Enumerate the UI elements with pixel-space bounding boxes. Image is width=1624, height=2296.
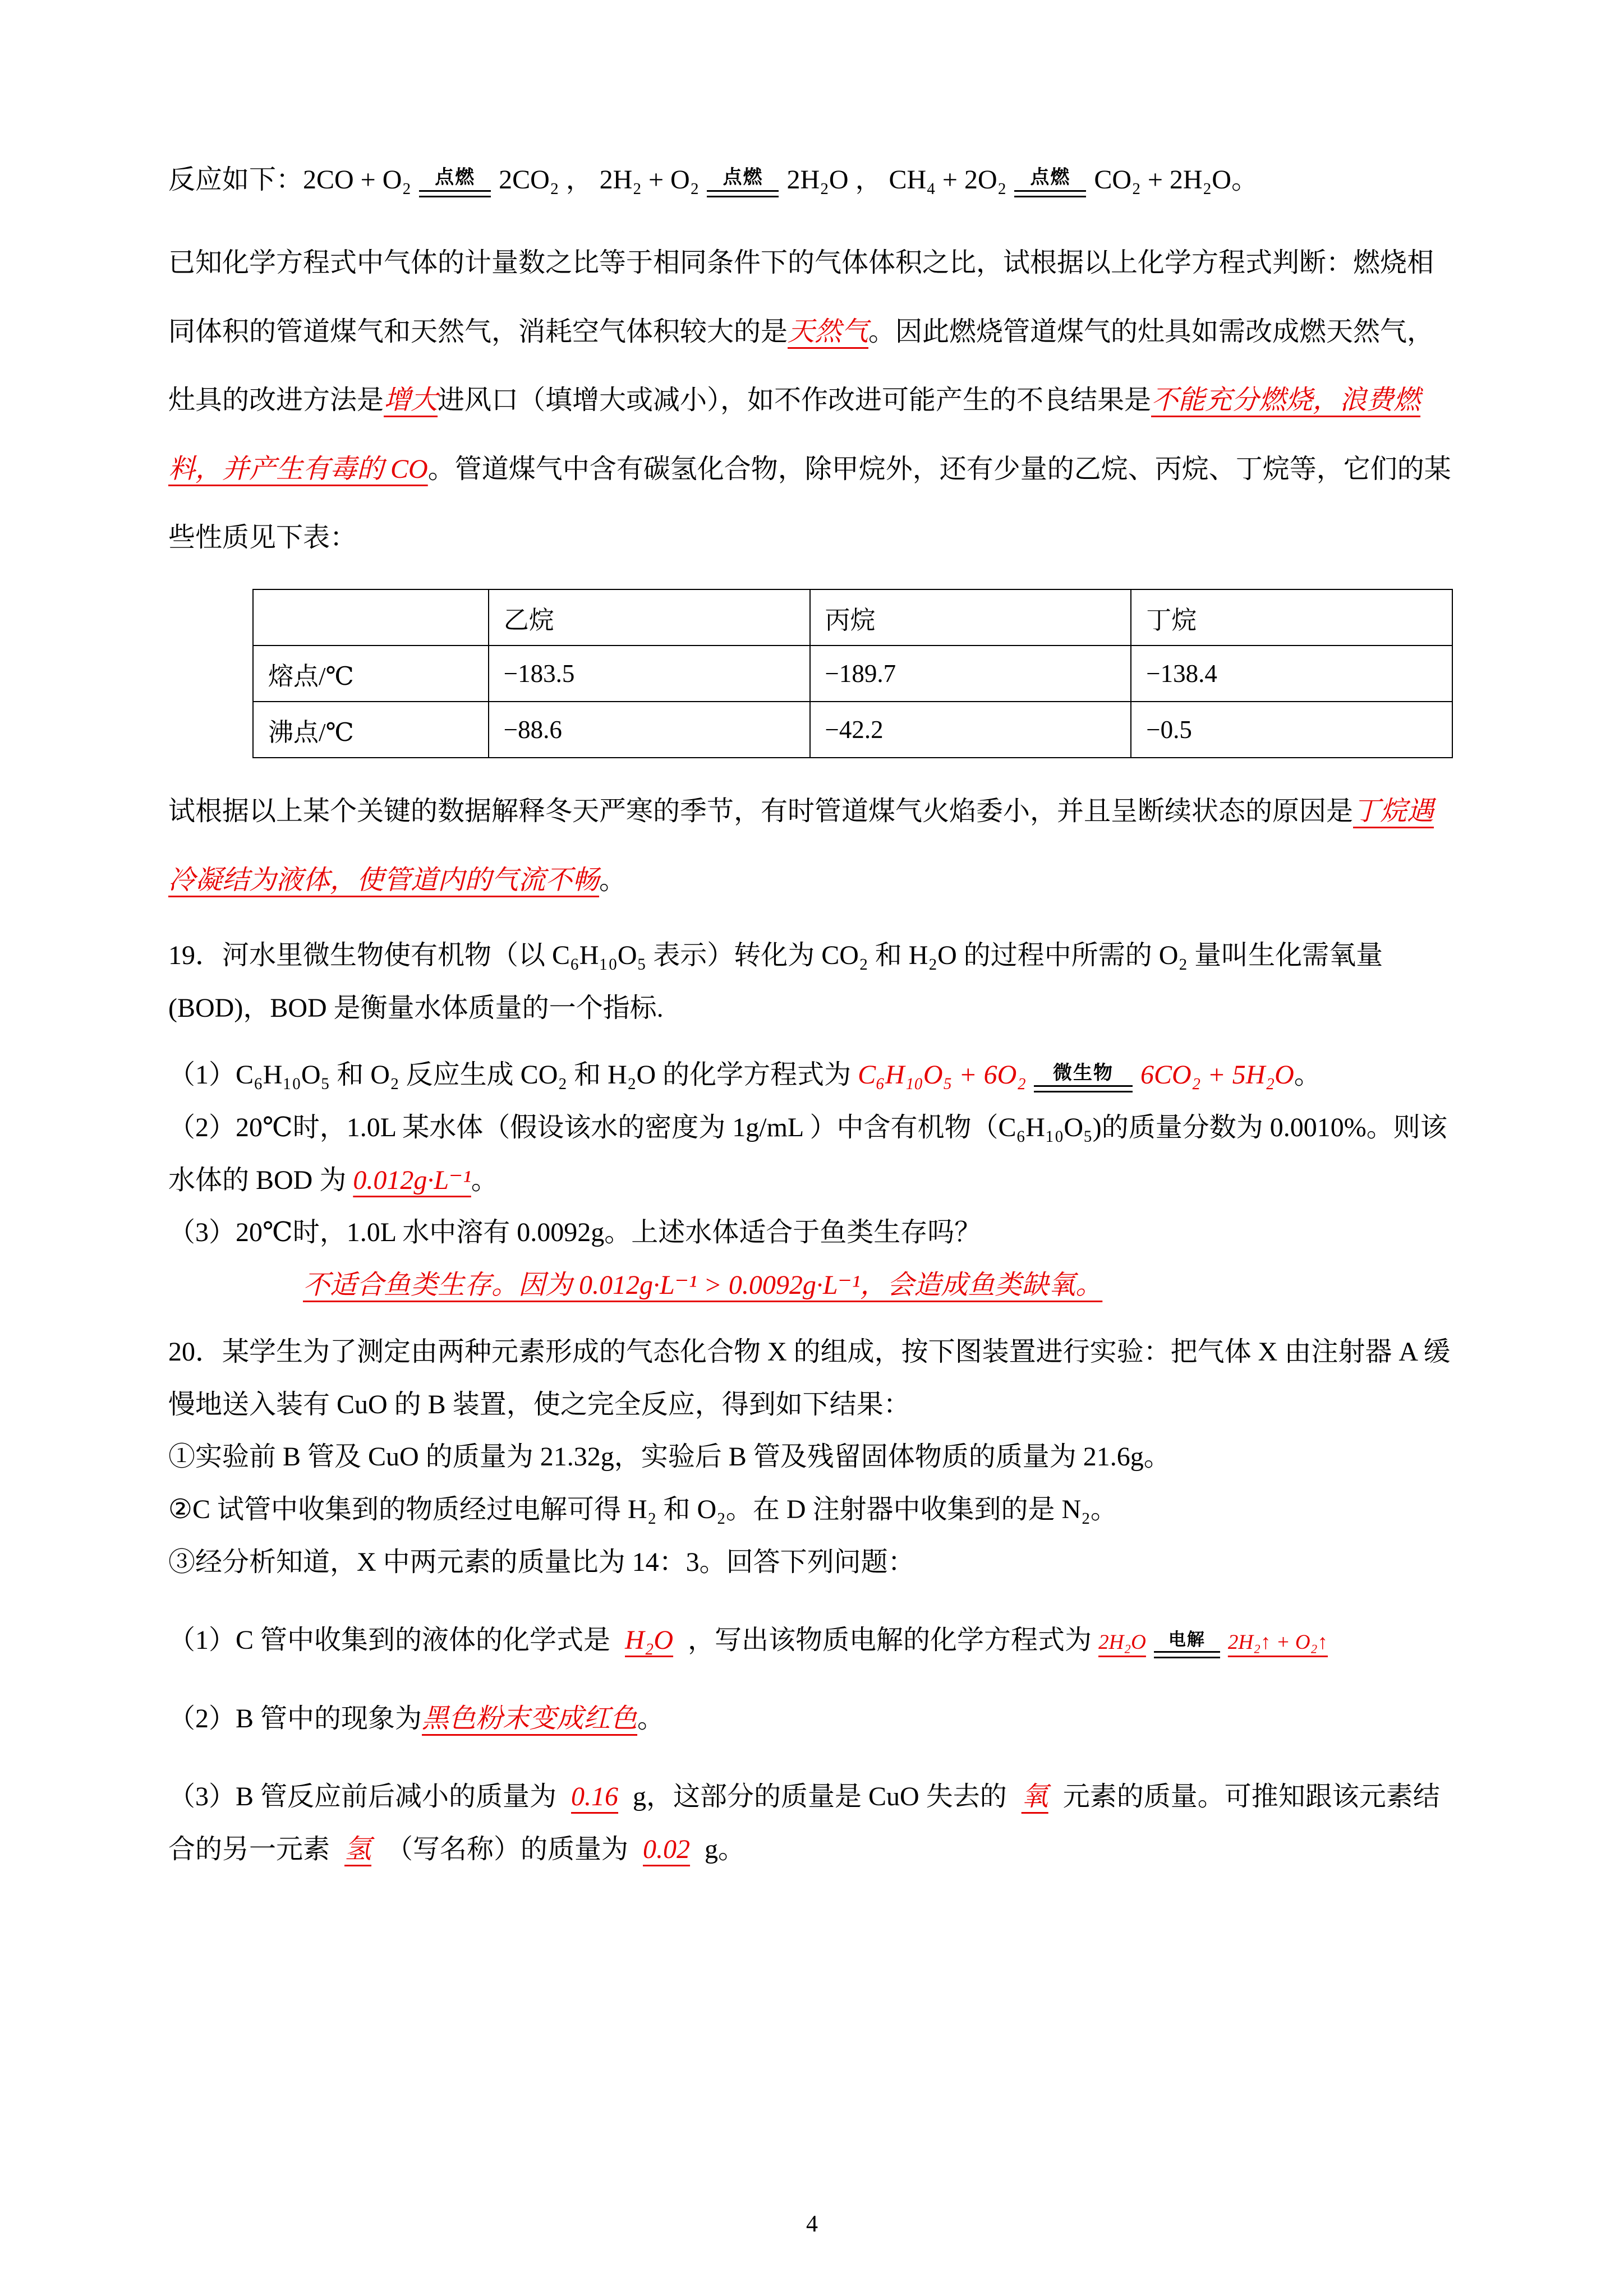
question-text: 。 xyxy=(637,1703,665,1733)
answer-equation-left: C₆H₁₀O₅ + 6O₂ xyxy=(858,1060,1027,1090)
answer-equation-right: 6CO₂ + 5H₂O xyxy=(1140,1060,1294,1090)
answer-water-formula: H₂O xyxy=(625,1625,674,1656)
question-text: 。 xyxy=(1294,1060,1321,1090)
q19-sub2 xyxy=(168,1101,1456,1206)
equation-text: 2H₂O ， CH₄ + 2O₂ xyxy=(786,165,1007,195)
question-text: 进风口（填增大或减小），如不作改进可能产生的不良结果是 xyxy=(438,385,1152,416)
question-text: g。 xyxy=(705,1834,746,1865)
question-text: 。 xyxy=(471,1165,498,1195)
question-text: 试根据以上某个关键的数据解释冬天严寒的季节，有时管道煤气火焰委小，并且呈断续状态的原因是 xyxy=(168,796,1354,827)
table-header-butane: 丁烷 xyxy=(1131,589,1452,646)
question-text: （2）B 管中的现象为 xyxy=(168,1703,422,1733)
equation-text: 2CO₂ ， 2H₂ + O₂ xyxy=(499,165,700,195)
equation-left: 2H₂O xyxy=(1098,1631,1146,1654)
boiling-propane: −42.2 xyxy=(810,702,1131,758)
reaction-condition xyxy=(707,167,779,197)
answer-hydrogen: 氢 xyxy=(344,1834,372,1865)
question-text: 元素的质量。可推知跟该元素结合的另一元素 xyxy=(168,1782,1440,1865)
q20-item1 xyxy=(168,1431,1456,1483)
question-text: ③经分析知道，X 中两元素的质量比为 14：3。回答下列问题： xyxy=(168,1547,915,1577)
equation-text: 反应如下：2CO + O₂ xyxy=(168,165,412,195)
equation-text: CO₂ + 2H₂O。 xyxy=(1094,165,1258,195)
question-text: （写名称）的质量为 xyxy=(386,1834,629,1865)
q20-sub3 xyxy=(168,1771,1456,1875)
boiling-butane: −0.5 xyxy=(1131,702,1452,758)
table-header-row xyxy=(253,589,1452,646)
q20-stem xyxy=(168,1326,1456,1431)
page-number: 4 xyxy=(806,2211,818,2237)
condition-label: 点燃 xyxy=(723,167,763,188)
question-text: （1）C₆H₁₀O₅ 和 O₂ 反应生成 CO₂ 和 H₂O 的化学方程式为 xyxy=(168,1060,858,1090)
table-header-propane: 丙烷 xyxy=(810,589,1131,646)
question-text: 。 xyxy=(599,865,627,895)
properties-table xyxy=(252,589,1453,758)
q20-sub1 xyxy=(168,1614,1456,1667)
gas-comparison-paragraph xyxy=(168,229,1456,572)
answer-color-change: 黑色粉末变成红色 xyxy=(422,1703,638,1733)
answer-enlarge: 增大 xyxy=(384,385,438,416)
question-text: 。管道煤气中含有碳氢化合物，除甲烷外，还有少量的乙烷、丙烷、丁烷等，它们的某些性质见下表： xyxy=(168,454,1451,552)
row-label-melting-point: 熔点/℃ xyxy=(253,646,489,702)
answer-natural-gas: 天然气 xyxy=(788,316,869,347)
q19-sub3 xyxy=(168,1206,1456,1259)
reaction-condition xyxy=(419,167,491,197)
question-text: g，这部分的质量是 CuO 失去的 xyxy=(633,1782,1007,1812)
electrolysis-equation xyxy=(1098,1631,1328,1654)
condition-label: 电解 xyxy=(1168,1629,1206,1649)
answer-bad-result: 不能充分燃烧，浪费燃料，并产生有毒的 CO xyxy=(168,385,1421,484)
q19-stem xyxy=(168,929,1456,1034)
q20-sub2 xyxy=(168,1693,1456,1745)
question-text: 19．河水里微生物使有机物（以 C₆H₁₀O₅ 表示）转化为 CO₂ 和 H₂O 的过程中所需的 O₂ 量叫生化需氧量(BOD)，BOD 是衡量水体质量的一个指标. xyxy=(168,940,1383,1023)
q19-sub3-answer xyxy=(168,1259,1456,1312)
q20-item2 xyxy=(168,1483,1456,1536)
answer-bod-value: 0.012g·L⁻¹ xyxy=(353,1165,471,1195)
reaction-condition xyxy=(1014,167,1086,197)
answer-fish-survival: 不适合鱼类生存。因为 0.012g·L⁻¹ > 0.0092g·L⁻¹，会造成鱼类缺氧。 xyxy=(303,1270,1103,1300)
question-text: （3）B 管反应前后减小的质量为 xyxy=(168,1782,557,1812)
condition-label: 点燃 xyxy=(1030,167,1071,188)
q19-sub1 xyxy=(168,1049,1456,1101)
double-line xyxy=(1154,1651,1220,1658)
q20-item3 xyxy=(168,1536,1456,1589)
question-text: （1）C 管中收集到的液体的化学式是 xyxy=(168,1625,611,1656)
question-text: ，写出该物质电解的化学方程式为 xyxy=(688,1625,1099,1656)
double-line xyxy=(1034,1085,1133,1092)
table-row-melting xyxy=(253,646,1452,702)
question-text: （2）20℃时，1.0L 某水体（假设该水的密度为 1g/mL ）中含有机物（C₆H₁₀O₅)的质量分数为 0.0010%。则该水体的 BOD 为 xyxy=(168,1112,1447,1195)
question-text: 20．某学生为了测定由两种元素形成的气态化合物 X 的组成，按下图装置进行实验：把气体 X 由注射器 A 缓慢地送入装有 CuO 的 B 装置，使之完全反应，得到如下结果： xyxy=(168,1337,1451,1419)
answer-oxygen: 氧 xyxy=(1021,1782,1048,1812)
question-text: ①实验前 B 管及 CuO 的质量为 21.32g，实验后 B 管及残留固体物质的质量为 21.6g。 xyxy=(168,1442,1171,1472)
double-line xyxy=(707,190,779,197)
double-line xyxy=(1014,190,1086,197)
question-text: 。因此燃烧管道煤气的灶具如需改成燃天然气，灶具的改进方法是 xyxy=(168,316,1434,416)
condition-label: 微生物 xyxy=(1053,1062,1114,1084)
double-line xyxy=(419,190,491,197)
equation-right: 2H₂↑ + O₂↑ xyxy=(1227,1631,1328,1654)
winter-flame-paragraph xyxy=(168,777,1456,915)
question-text: 已知化学方程式中气体的计量数之比等于相同条件下的气体体积之比，试根据以上化学方程式判断：燃烧相同体积的管道煤气和天然气，消耗空气体积较大的是 xyxy=(168,248,1434,347)
table-header-ethane: 乙烷 xyxy=(489,589,810,646)
boiling-ethane: −88.6 xyxy=(489,702,810,758)
row-label-boiling-point: 沸点/℃ xyxy=(253,702,489,758)
table-corner-cell xyxy=(253,589,489,646)
table-row-boiling xyxy=(253,702,1452,758)
condition-label: 点燃 xyxy=(435,167,476,188)
question-text: （3）20℃时，1.0L 水中溶有 0.0092g。上述水体适合于鱼类生存吗？ xyxy=(168,1218,982,1248)
reaction-condition xyxy=(1034,1063,1133,1092)
melting-ethane: −183.5 xyxy=(489,646,810,702)
answer-butane-condense: 丁烷遇冷凝结为液体，使管道内的气流不畅 xyxy=(168,796,1434,895)
melting-propane: −189.7 xyxy=(810,646,1131,702)
question-text: ②C 试管中收集到的物质经过电解可得 H₂ 和 O₂。在 D 注射器中收集到的是 N₂。 xyxy=(168,1495,1117,1525)
equations-paragraph xyxy=(168,146,1456,214)
reaction-condition xyxy=(1154,1630,1220,1658)
answer-mass-002: 0.02 xyxy=(643,1834,691,1865)
answer-mass-016: 0.16 xyxy=(571,1782,619,1812)
melting-butane: −138.4 xyxy=(1131,646,1452,702)
